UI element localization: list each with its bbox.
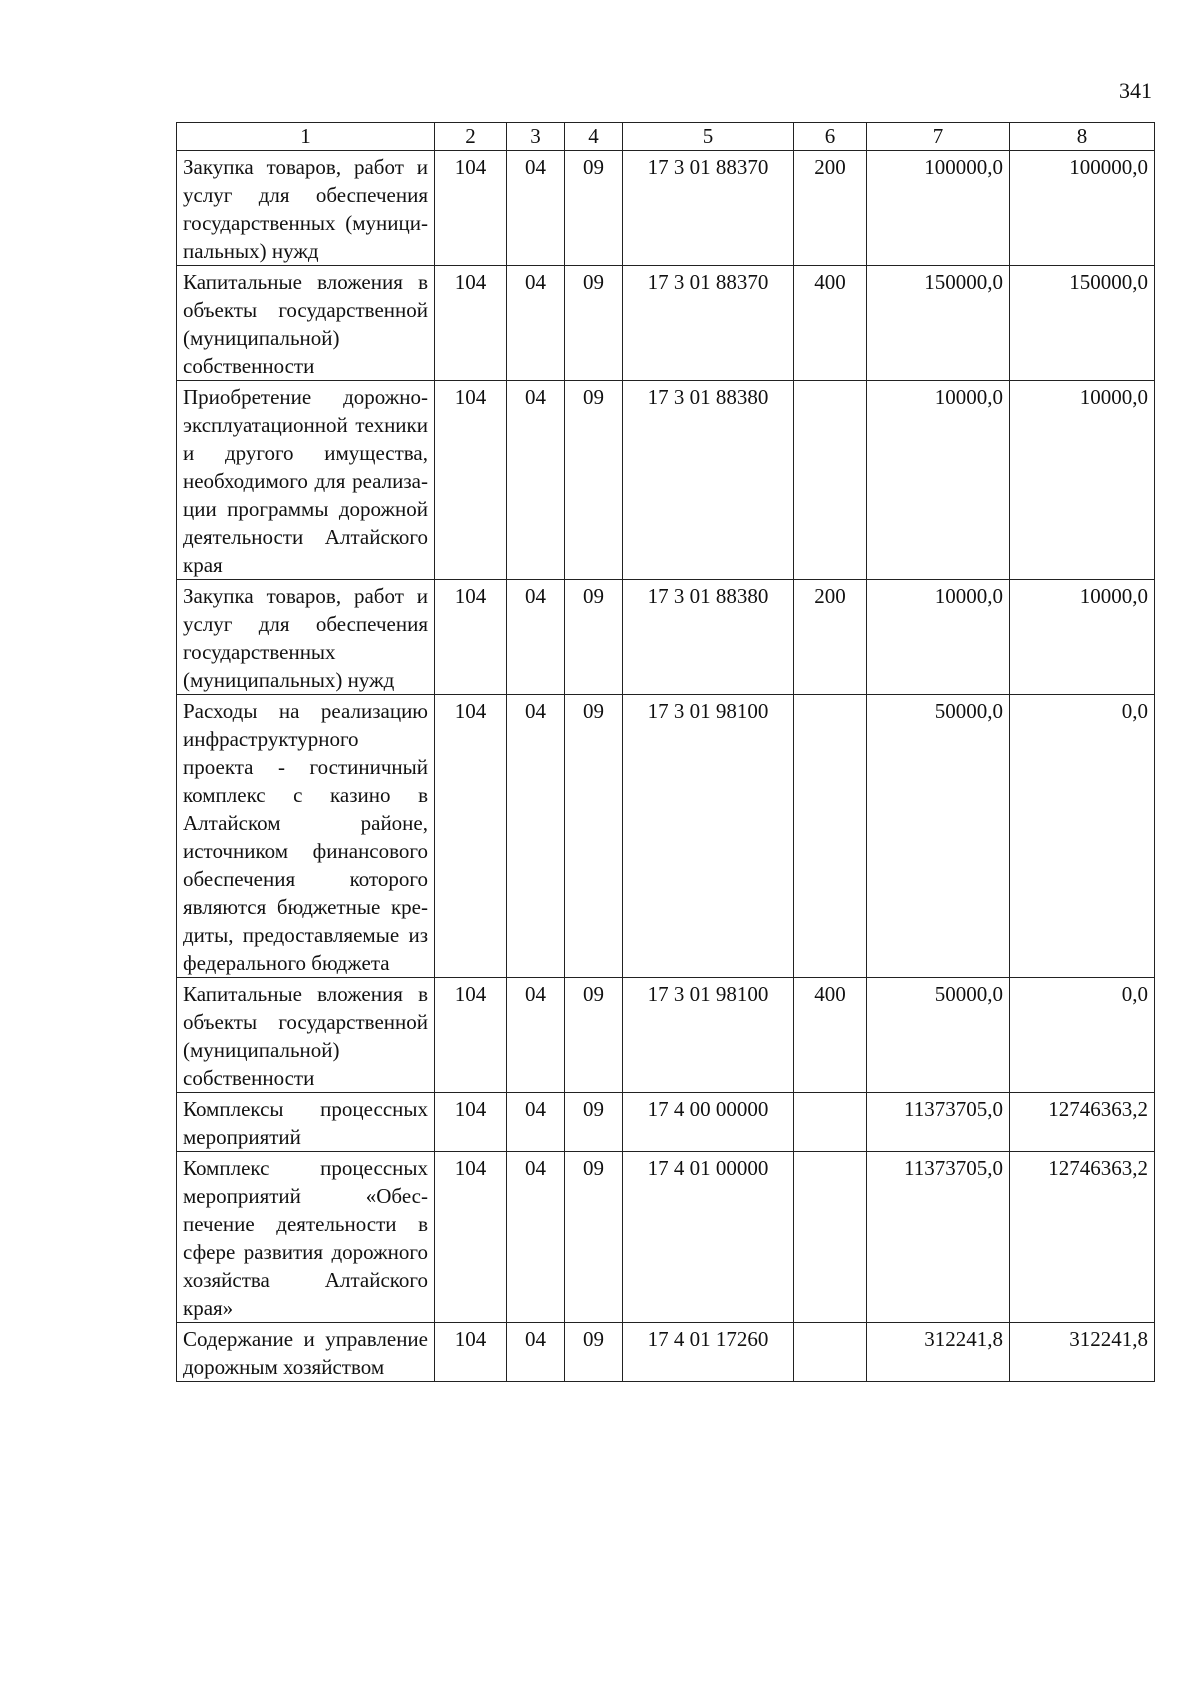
row-name: Закупка товаров, работ и услуг для обеспечения государственных (муниципальных) нужд [177, 580, 435, 695]
column-header: 4 [565, 123, 623, 151]
cell-amount-1: 312241,8 [867, 1323, 1010, 1382]
cell-section: 04 [507, 381, 565, 580]
cell-expense-type [794, 381, 867, 580]
cell-code: 104 [435, 381, 507, 580]
cell-target-article: 17 3 01 88380 [623, 381, 794, 580]
cell-target-article: 17 3 01 88380 [623, 580, 794, 695]
row-name: Расходы на реализацию инфраструктурного проекта - гостиничный комплекс с казино в Алтайском районе, источником финансового обеспечения которого являются бюджетные кредиты, предоставляемые из федерального бюджета [177, 695, 435, 978]
column-header: 6 [794, 123, 867, 151]
cell-subsection: 09 [565, 381, 623, 580]
cell-section: 04 [507, 1152, 565, 1323]
cell-target-article: 17 3 01 98100 [623, 695, 794, 978]
cell-target-article: 17 4 01 00000 [623, 1152, 794, 1323]
cell-section: 04 [507, 580, 565, 695]
row-name: Закупка товаров, работ и услуг для обеспечения государственных (муниципальных) нужд [177, 151, 435, 266]
cell-target-article: 17 4 00 00000 [623, 1093, 794, 1152]
cell-amount-2: 150000,0 [1010, 266, 1155, 381]
cell-amount-2: 0,0 [1010, 695, 1155, 978]
column-header: 5 [623, 123, 794, 151]
cell-expense-type [794, 695, 867, 978]
cell-expense-type [794, 1093, 867, 1152]
cell-subsection: 09 [565, 151, 623, 266]
cell-code: 104 [435, 266, 507, 381]
cell-amount-1: 150000,0 [867, 266, 1010, 381]
column-header: 3 [507, 123, 565, 151]
column-header: 2 [435, 123, 507, 151]
cell-amount-1: 50000,0 [867, 978, 1010, 1093]
cell-amount-1: 10000,0 [867, 580, 1010, 695]
cell-subsection: 09 [565, 978, 623, 1093]
row-name: Приобретение дорожно-эксплуатационной техники и другого имущества, необходимого для реализации программы дорожной деятельности Алтайского края [177, 381, 435, 580]
row-name: Содержание и управление дорожным хозяйством [177, 1323, 435, 1382]
cell-subsection: 09 [565, 1152, 623, 1323]
column-header: 8 [1010, 123, 1155, 151]
table-row [177, 580, 1155, 695]
cell-expense-type: 400 [794, 978, 867, 1093]
cell-subsection: 09 [565, 266, 623, 381]
cell-section: 04 [507, 1093, 565, 1152]
cell-amount-2: 312241,8 [1010, 1323, 1155, 1382]
cell-amount-2: 10000,0 [1010, 580, 1155, 695]
cell-section: 04 [507, 978, 565, 1093]
table-row [177, 1152, 1155, 1323]
page-number: 341 [1119, 78, 1152, 103]
cell-expense-type [794, 1323, 867, 1382]
table-row [177, 695, 1155, 978]
cell-expense-type: 200 [794, 580, 867, 695]
cell-amount-1: 11373705,0 [867, 1093, 1010, 1152]
cell-amount-2: 100000,0 [1010, 151, 1155, 266]
table-row [177, 381, 1155, 580]
cell-expense-type [794, 1152, 867, 1323]
cell-amount-2: 0,0 [1010, 978, 1155, 1093]
cell-code: 104 [435, 1152, 507, 1323]
cell-target-article: 17 3 01 98100 [623, 978, 794, 1093]
table-row [177, 1093, 1155, 1152]
cell-code: 104 [435, 580, 507, 695]
cell-expense-type: 200 [794, 151, 867, 266]
cell-subsection: 09 [565, 1093, 623, 1152]
cell-target-article: 17 4 01 17260 [623, 1323, 794, 1382]
budget-table [176, 122, 1155, 1382]
table-row [177, 266, 1155, 381]
cell-subsection: 09 [565, 1323, 623, 1382]
row-name: Капитальные вложения в объекты государственной (муниципальной) собственности [177, 978, 435, 1093]
cell-amount-1: 10000,0 [867, 381, 1010, 580]
column-header: 1 [177, 123, 435, 151]
header-row [177, 123, 1155, 151]
cell-code: 104 [435, 151, 507, 266]
row-name: Комплексы процессных мероприятий [177, 1093, 435, 1152]
cell-code: 104 [435, 978, 507, 1093]
cell-amount-2: 12746363,2 [1010, 1093, 1155, 1152]
column-header: 7 [867, 123, 1010, 151]
cell-section: 04 [507, 266, 565, 381]
cell-amount-1: 100000,0 [867, 151, 1010, 266]
table-row [177, 151, 1155, 266]
cell-code: 104 [435, 1093, 507, 1152]
cell-expense-type: 400 [794, 266, 867, 381]
row-name: Капитальные вложения в объекты государственной (муниципальной) собственности [177, 266, 435, 381]
cell-code: 104 [435, 1323, 507, 1382]
cell-code: 104 [435, 695, 507, 978]
cell-amount-2: 12746363,2 [1010, 1152, 1155, 1323]
cell-subsection: 09 [565, 580, 623, 695]
cell-section: 04 [507, 695, 565, 978]
table-row [177, 978, 1155, 1093]
cell-amount-1: 11373705,0 [867, 1152, 1010, 1323]
cell-section: 04 [507, 151, 565, 266]
row-name: Комплекс процессных мероприятий «Обеспечение деятельности в сфере развития дорожного хозяйства Алтайского края» [177, 1152, 435, 1323]
cell-amount-1: 50000,0 [867, 695, 1010, 978]
table-row [177, 1323, 1155, 1382]
cell-section: 04 [507, 1323, 565, 1382]
cell-target-article: 17 3 01 88370 [623, 266, 794, 381]
cell-subsection: 09 [565, 695, 623, 978]
cell-amount-2: 10000,0 [1010, 381, 1155, 580]
cell-target-article: 17 3 01 88370 [623, 151, 794, 266]
